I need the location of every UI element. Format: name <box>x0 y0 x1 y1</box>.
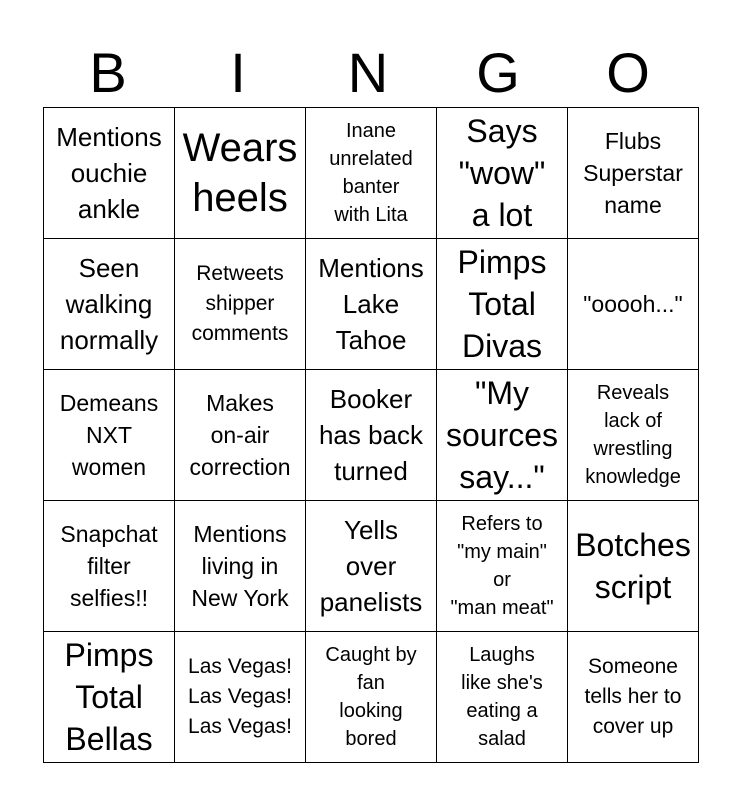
header-letter-i: I <box>230 41 246 104</box>
cell-text: Laughs like she's eating a salad <box>461 644 543 750</box>
cell-text: Mentions Lake Tahoe <box>318 253 424 355</box>
cell-text: Reveals lack of wrestling knowledge <box>585 382 681 488</box>
bingo-cell[interactable] <box>44 239 175 370</box>
header-letter-n: N <box>347 41 389 104</box>
cell-text: Retweets shipper comments <box>191 262 289 345</box>
cell-text: Wears heels <box>182 126 298 220</box>
cell-text: Pimps Total Bellas <box>64 637 154 757</box>
cell-text: "My sources say..." <box>445 375 559 495</box>
cell-text: Flubs Superstar name <box>583 128 683 218</box>
cell-text: Mentions ouchie ankle <box>56 122 162 224</box>
grid-row-4 <box>44 501 699 632</box>
bingo-cell[interactable] <box>44 632 175 763</box>
header-letter-b: B <box>89 41 127 104</box>
bingo-cell[interactable] <box>175 108 306 239</box>
bingo-cell[interactable] <box>175 632 306 763</box>
bingo-cell[interactable] <box>306 632 437 763</box>
header-letter-o: O <box>606 41 650 104</box>
bingo-cell[interactable] <box>568 632 699 763</box>
bingo-cell[interactable] <box>175 370 306 501</box>
bingo-cell[interactable] <box>437 370 568 501</box>
cell-text: Yells over panelists <box>319 515 423 617</box>
grid-row-5 <box>44 632 699 763</box>
grid-row-3 <box>44 370 699 501</box>
grid-row-1 <box>44 108 699 239</box>
header-letter-g: G <box>476 41 520 104</box>
cell-text: Booker has back turned <box>318 384 424 486</box>
cell-text: Mentions living in New York <box>191 521 289 611</box>
cell-text: Says "wow" a lot <box>458 113 546 233</box>
bingo-cell[interactable] <box>44 501 175 632</box>
cell-text: Pimps Total Divas <box>457 244 547 364</box>
cell-text: Makes on-air correction <box>189 390 291 480</box>
cell-text: Las Vegas! Las Vegas! Las Vegas! <box>188 655 292 738</box>
cell-text: Someone tells her to cover up <box>584 655 682 738</box>
bingo-cell[interactable] <box>175 239 306 370</box>
grid-row-2 <box>44 239 699 370</box>
bingo-cell[interactable] <box>568 370 699 501</box>
bingo-cell[interactable] <box>568 501 699 632</box>
cell-text: Refers to "my main" or "man meat" <box>450 513 554 619</box>
bingo-cell[interactable] <box>306 501 437 632</box>
bingo-cell[interactable] <box>568 108 699 239</box>
cell-text: Seen walking normally <box>59 253 159 355</box>
cell-text: Demeans NXT women <box>59 390 159 480</box>
bingo-cell[interactable] <box>306 239 437 370</box>
cell-text: Snapchat filter selfies!! <box>60 521 158 611</box>
bingo-cell[interactable] <box>437 239 568 370</box>
bingo-cell[interactable] <box>44 108 175 239</box>
cell-text: Caught by fan looking bored <box>325 644 417 750</box>
bingo-cell[interactable] <box>306 108 437 239</box>
bingo-cell[interactable] <box>437 632 568 763</box>
cell-text: Inane unrelated banter with Lita <box>329 120 413 226</box>
cell-text: Botches script <box>575 527 691 605</box>
bingo-cell[interactable] <box>306 370 437 501</box>
bingo-cell[interactable] <box>437 108 568 239</box>
bingo-cell[interactable] <box>175 501 306 632</box>
bingo-header <box>43 40 693 106</box>
bingo-cell[interactable] <box>437 501 568 632</box>
cell-text: "ooooh..." <box>583 291 683 317</box>
bingo-cell[interactable] <box>44 370 175 501</box>
bingo-cell[interactable] <box>568 239 699 370</box>
bingo-grid <box>43 107 699 763</box>
